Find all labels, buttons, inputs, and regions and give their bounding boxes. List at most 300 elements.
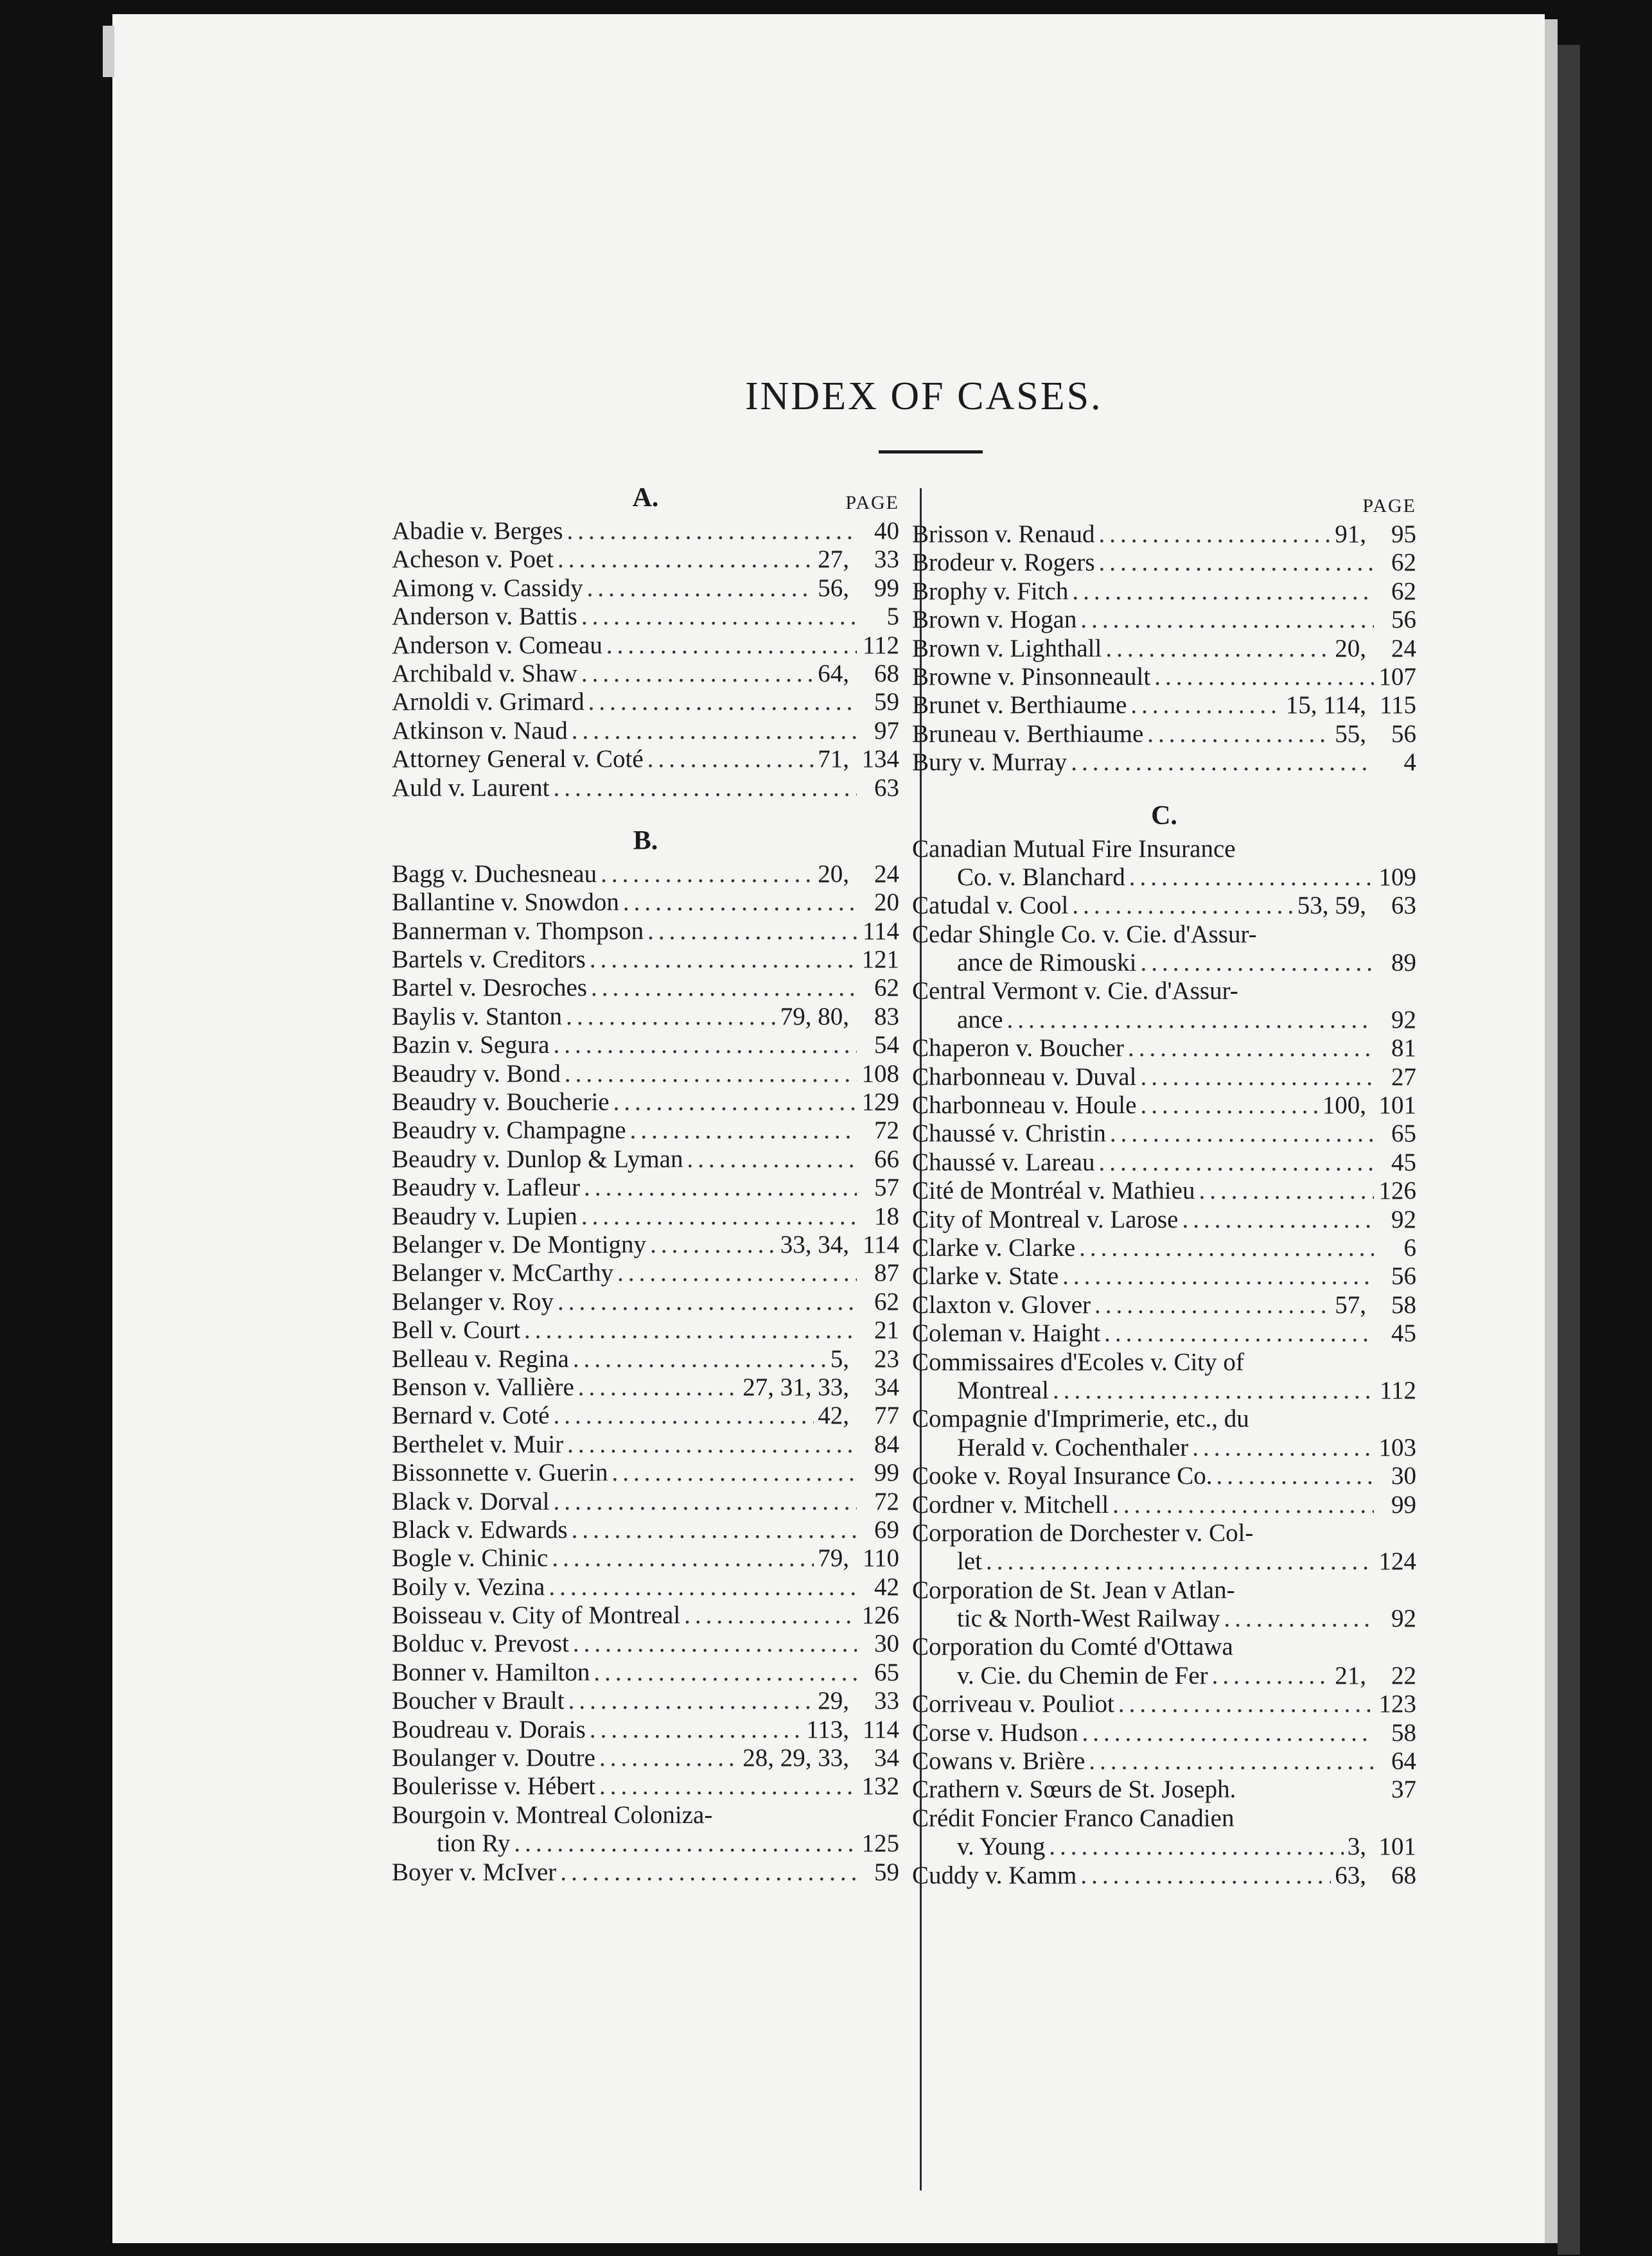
page-number: 27	[1391, 1062, 1416, 1091]
case-name: Boucher v Brault	[392, 1687, 565, 1715]
page-number: 56	[1391, 1262, 1416, 1291]
page-number: 34	[874, 1744, 899, 1772]
page-number: 59	[874, 1858, 899, 1886]
index-entry	[912, 520, 1416, 549]
leader-dots	[567, 1431, 857, 1459]
case-name: Brisson v. Renaud	[912, 520, 1095, 548]
leader-dots	[1182, 1206, 1374, 1234]
case-name: Baylis v. Stanton	[392, 1002, 563, 1030]
page-number: 114	[862, 917, 899, 945]
page-number: 108	[861, 1059, 899, 1088]
page-number: 65	[874, 1658, 899, 1686]
case-name: City of Montreal v. Larose	[912, 1205, 1179, 1233]
leader-dots	[623, 888, 857, 917]
case-name: Bagg v. Duchesneau	[392, 859, 597, 888]
case-name: Herald v. Cochenthaler	[957, 1433, 1189, 1461]
section-letter-text: B.	[633, 825, 658, 856]
page-number: 114	[862, 1230, 899, 1258]
case-name: Clarke v. State	[912, 1262, 1059, 1291]
index-entry	[392, 517, 899, 545]
leader-dots	[1224, 1605, 1374, 1633]
leader-dots	[572, 717, 857, 745]
index-entry	[392, 1772, 899, 1801]
leader-dots	[566, 1003, 777, 1031]
leader-dots	[647, 745, 814, 773]
section-letter-text: A.	[632, 483, 659, 513]
leader-dots	[1140, 1063, 1374, 1091]
leader-dots	[601, 860, 814, 888]
leader-dots	[560, 1858, 857, 1887]
index-entry	[392, 1858, 899, 1887]
case-name: Black v. Edwards	[392, 1515, 568, 1544]
additional-pages: 79, 80,	[780, 1002, 849, 1030]
page-number: 59	[874, 688, 899, 716]
page-column-label: PAGE	[1362, 495, 1416, 516]
case-name: Archibald v. Shaw	[392, 659, 577, 687]
additional-pages: 100,	[1322, 1091, 1366, 1120]
leader-dots	[684, 1601, 857, 1630]
case-name: Cooke v. Royal Insurance Co.	[912, 1462, 1213, 1490]
case-name: Bernard v. Coté	[392, 1402, 550, 1430]
case-name: Corporation du Comté d'Ottawa	[912, 1633, 1233, 1661]
index-entry	[392, 717, 899, 745]
page-number: 62	[874, 974, 899, 1002]
page-number: 99	[1391, 1490, 1416, 1519]
case-name: Cordner v. Mitchell	[912, 1490, 1109, 1519]
index-entry	[392, 860, 899, 888]
case-name: Bogle v. Chinic	[392, 1544, 549, 1573]
additional-pages: 33, 34,	[780, 1230, 849, 1258]
page-number: 95	[1391, 520, 1416, 548]
leader-dots	[567, 517, 857, 545]
page-number: 69	[874, 1515, 899, 1544]
page-number: 97	[874, 716, 899, 745]
page-number: 57	[874, 1174, 899, 1202]
leader-dots	[573, 1630, 857, 1658]
index-entry	[912, 1262, 1416, 1291]
index-entry	[392, 1601, 899, 1630]
page-number: 54	[874, 1031, 899, 1059]
section-letter	[912, 797, 1416, 835]
index-entry	[912, 1690, 1416, 1718]
leader-dots	[558, 545, 814, 574]
additional-pages: 27,	[818, 545, 849, 574]
index-entry	[912, 1862, 1416, 1890]
case-name: Beaudry v. Dunlop & Lyman	[392, 1145, 683, 1173]
index-entry	[912, 1747, 1416, 1776]
page-number: 92	[1391, 1205, 1416, 1233]
page-number: 20	[874, 888, 899, 917]
case-name: Montreal	[957, 1376, 1049, 1404]
additional-pages: 3,	[1347, 1833, 1366, 1861]
leader-dots	[1212, 1662, 1331, 1690]
index-entry	[392, 1259, 899, 1287]
page-number: 132	[861, 1772, 899, 1801]
leader-dots	[617, 1259, 857, 1287]
page-number: 123	[1378, 1690, 1416, 1718]
index-entry	[392, 974, 899, 1002]
leader-dots	[581, 1203, 857, 1231]
case-name: Crathern v. Sœurs de St. Joseph.	[912, 1776, 1236, 1804]
leader-dots	[1140, 1091, 1318, 1120]
leader-dots	[553, 774, 857, 802]
leader-dots	[630, 1116, 857, 1145]
leader-dots	[590, 946, 857, 974]
case-name: Auld v. Laurent	[392, 773, 550, 802]
case-name: Bell v. Court	[392, 1316, 521, 1344]
case-name: Bissonnette v. Guerin	[392, 1459, 608, 1487]
index-entry	[392, 1744, 899, 1772]
leader-dots	[1049, 1833, 1343, 1861]
case-name: ance de Rimouski	[957, 949, 1137, 977]
page-number: 83	[874, 1002, 899, 1030]
index-entry	[912, 748, 1416, 777]
additional-pages: 28, 29, 33,	[743, 1744, 849, 1772]
additional-pages: 79,	[818, 1544, 849, 1573]
page-number: 68	[1391, 1861, 1416, 1889]
leader-dots	[1062, 1262, 1374, 1291]
case-name: Brunet v. Berthiaume	[912, 691, 1127, 719]
page-number: 6	[1403, 1233, 1416, 1262]
index-entry	[912, 1576, 1416, 1605]
page-number: 63	[874, 773, 899, 802]
additional-pages: 63,	[1335, 1861, 1366, 1889]
leader-dots	[591, 974, 857, 1002]
leader-dots	[1105, 635, 1331, 663]
page-number: 45	[1391, 1148, 1416, 1176]
index-entry	[912, 1063, 1416, 1091]
case-name: Co. v. Blanchard	[957, 863, 1125, 891]
leader-dots	[1140, 949, 1374, 977]
leader-dots	[1080, 606, 1374, 634]
page-number: 115	[1379, 691, 1416, 719]
case-name: Ballantine v. Snowdon	[392, 888, 619, 917]
case-name: Anderson v. Comeau	[392, 631, 602, 659]
index-entry	[912, 1491, 1416, 1519]
index-entry	[392, 631, 899, 660]
index-entry	[392, 1288, 899, 1316]
index-entry	[392, 1373, 899, 1402]
index-entry	[912, 1319, 1416, 1348]
index-entry	[912, 577, 1416, 606]
page-number: 62	[874, 1287, 899, 1316]
index-entry	[912, 1833, 1416, 1861]
index-entry	[392, 1829, 899, 1858]
case-name: Anderson v. Battis	[392, 603, 577, 631]
index-entry	[912, 1605, 1416, 1633]
leader-dots	[1099, 549, 1374, 577]
leader-dots	[613, 1088, 857, 1116]
index-entry	[912, 1804, 1416, 1833]
case-name: Bannerman v. Thompson	[392, 917, 644, 945]
page-number: 77	[874, 1402, 899, 1430]
leader-dots	[1110, 1120, 1374, 1148]
page-number: 81	[1391, 1034, 1416, 1062]
index-entry	[392, 1316, 899, 1344]
index-entry	[392, 1116, 899, 1145]
leader-dots	[599, 1744, 739, 1772]
additional-pages: 71,	[818, 745, 849, 773]
page-number: 64	[1391, 1747, 1416, 1776]
index-entry	[392, 660, 899, 688]
title-rule	[879, 450, 983, 454]
case-name: Corporation de Dorchester v. Col-	[912, 1519, 1254, 1547]
case-name: Arnoldi v. Grimard	[392, 688, 584, 716]
page-number: 33	[874, 1687, 899, 1715]
case-name: Acheson v. Poet	[392, 545, 554, 574]
case-name: ance	[957, 1005, 1003, 1034]
index-entry	[392, 1088, 899, 1116]
leader-dots	[581, 660, 814, 688]
additional-pages: 27, 31, 33,	[743, 1373, 849, 1401]
index-entry	[392, 946, 899, 974]
page-number: 121	[861, 946, 899, 974]
case-name: Belanger v. De Montigny	[392, 1230, 647, 1258]
leader-dots	[1082, 1719, 1374, 1747]
leader-dots	[553, 1031, 857, 1059]
index-entry	[912, 1091, 1416, 1120]
case-name: Bartel v. Desroches	[392, 974, 587, 1002]
case-name: Charbonneau v. Houle	[912, 1091, 1137, 1120]
case-name: Berthelet v. Muir	[392, 1430, 564, 1458]
additional-pages: 20,	[818, 859, 849, 888]
right-column	[912, 495, 1416, 1890]
case-name: Beaudry v. Champagne	[392, 1116, 626, 1145]
leader-dots	[572, 1516, 857, 1544]
page-column-label: PAGE	[845, 492, 899, 513]
additional-pages: 42,	[818, 1402, 849, 1430]
page-number: 124	[1378, 1547, 1416, 1576]
leader-dots	[1099, 520, 1331, 549]
index-entry	[392, 1231, 899, 1259]
index-entry	[392, 1544, 899, 1573]
index-entry	[392, 1659, 899, 1687]
index-entry	[392, 545, 899, 574]
page-spine-edge	[1545, 19, 1558, 2243]
leader-dots	[1098, 1149, 1374, 1177]
index-entry	[912, 921, 1416, 949]
index-entry	[912, 1405, 1416, 1433]
page-number: 34	[874, 1373, 899, 1401]
leader-dots	[606, 631, 857, 660]
additional-pages: 57,	[1335, 1291, 1366, 1319]
page-number: 134	[861, 745, 899, 773]
leader-dots	[1199, 1177, 1374, 1205]
section-letter-text: C.	[1151, 800, 1177, 831]
leader-dots	[650, 1231, 777, 1259]
leader-dots	[612, 1459, 857, 1487]
case-name: Aimong v. Cassidy	[392, 574, 583, 602]
page-number: 65	[1391, 1120, 1416, 1148]
page-number: 58	[1391, 1291, 1416, 1319]
leader-dots	[986, 1547, 1374, 1576]
case-name: Attorney General v. Coté	[392, 745, 644, 773]
leader-dots	[581, 603, 857, 631]
case-name: Atkinson v. Naud	[392, 716, 568, 745]
page-number: 72	[874, 1116, 899, 1145]
page-number: 24	[1391, 634, 1416, 662]
page-number: 22	[1391, 1661, 1416, 1689]
case-name: Bazin v. Segura	[392, 1031, 550, 1059]
additional-pages: 113,	[806, 1715, 849, 1743]
index-entry	[392, 1630, 899, 1658]
index-entry	[392, 1003, 899, 1031]
leader-dots	[1089, 1747, 1374, 1776]
case-name: Brodeur v. Rogers	[912, 549, 1095, 577]
index-entry	[392, 1801, 899, 1829]
leader-dots	[514, 1829, 857, 1858]
case-name: Chaperon v. Boucher	[912, 1034, 1124, 1062]
additional-pages: 21,	[1335, 1661, 1366, 1689]
index-entry	[912, 1034, 1416, 1062]
section-letter	[392, 822, 899, 860]
leader-dots	[558, 1288, 857, 1316]
leader-dots	[1112, 1491, 1374, 1519]
case-name: Brown v. Hogan	[912, 606, 1077, 634]
index-entry	[392, 574, 899, 603]
leader-dots	[1128, 1034, 1374, 1062]
case-name: Boulerisse v. Hébert	[392, 1772, 595, 1801]
page-number: 66	[874, 1145, 899, 1173]
case-name: Crédit Foncier Franco Canadien	[912, 1804, 1235, 1832]
index-entry	[912, 1462, 1416, 1490]
case-name: tion Ry	[437, 1829, 511, 1858]
case-name: Black v. Dorval	[392, 1487, 550, 1515]
case-name: Corriveau v. Pouliot	[912, 1690, 1114, 1718]
page-number: 126	[861, 1601, 899, 1630]
index-entry	[912, 863, 1416, 892]
index-entry	[912, 1348, 1416, 1377]
page-number: 40	[874, 517, 899, 545]
index-entry	[912, 720, 1416, 748]
case-name: Clarke v. Clarke	[912, 1233, 1076, 1262]
index-entry	[912, 977, 1416, 1005]
case-name: Cuddy v. Kamm	[912, 1861, 1077, 1889]
case-name: Boyer v. McIver	[392, 1858, 557, 1886]
page-number: 56	[1391, 719, 1416, 748]
index-entry	[912, 1547, 1416, 1576]
leader-dots	[1118, 1690, 1374, 1718]
case-name: Benson v. Vallière	[392, 1373, 574, 1401]
case-name: Belleau v. Regina	[392, 1344, 569, 1373]
case-name: Brophy v. Fitch	[912, 577, 1069, 605]
index-entry	[392, 1345, 899, 1373]
case-name: Corporation de St. Jean v Atlan-	[912, 1576, 1235, 1604]
page-number: 62	[1391, 549, 1416, 577]
index-entry	[392, 1402, 899, 1430]
leader-dots	[553, 1488, 857, 1516]
index-entry	[912, 1120, 1416, 1148]
additional-pages: 91,	[1335, 520, 1366, 548]
case-name: Beaudry v. Lafleur	[392, 1174, 581, 1202]
index-entry	[912, 1434, 1416, 1462]
page-number: 109	[1378, 863, 1416, 891]
leader-dots	[1053, 1377, 1374, 1405]
case-name: Bourgoin v. Montreal Coloniza-	[392, 1801, 713, 1829]
leader-dots	[587, 574, 814, 603]
index-entry	[912, 1633, 1416, 1661]
leader-dots	[588, 688, 857, 716]
case-name: Chaussé v. Christin	[912, 1120, 1106, 1148]
case-name: Chaussé v. Lareau	[912, 1148, 1095, 1176]
page-number: 101	[1378, 1091, 1416, 1120]
index-entry	[912, 1177, 1416, 1205]
case-name: Boisseau v. City of Montreal	[392, 1601, 681, 1630]
page-label-row	[912, 495, 1416, 520]
index-entry	[912, 1206, 1416, 1234]
index-entry	[912, 1719, 1416, 1747]
index-entry	[392, 1203, 899, 1231]
page-number: 126	[1378, 1177, 1416, 1205]
case-name: let	[957, 1547, 982, 1576]
case-name: Commissaires d'Ecoles v. City of	[912, 1348, 1244, 1376]
page-number: 99	[874, 1459, 899, 1487]
page-number: 72	[874, 1487, 899, 1515]
page-number: 110	[862, 1544, 899, 1573]
leader-dots	[565, 1060, 857, 1088]
additional-pages: 29,	[818, 1687, 849, 1715]
leader-dots	[1072, 892, 1293, 920]
page-number: 125	[861, 1829, 899, 1858]
page-number: 114	[862, 1715, 899, 1743]
page-number: 21	[874, 1316, 899, 1344]
leader-dots	[1079, 1234, 1374, 1262]
case-name: Bonner v. Hamilton	[392, 1658, 590, 1686]
binding-mark	[103, 26, 114, 77]
leader-dots	[524, 1316, 857, 1344]
leader-dots	[584, 1174, 857, 1202]
leader-dots	[647, 917, 857, 946]
case-name: tic & North-West Railway	[957, 1605, 1220, 1633]
case-name: Bury v. Murray	[912, 748, 1068, 777]
leader-dots	[1006, 1006, 1374, 1034]
page-number: 30	[874, 1630, 899, 1658]
leader-dots	[1071, 748, 1374, 777]
page-number: 129	[861, 1088, 899, 1116]
page-number: 84	[874, 1430, 899, 1458]
index-entry	[912, 1662, 1416, 1690]
page-number: 58	[1391, 1718, 1416, 1747]
case-name: Brown v. Lighthall	[912, 634, 1102, 662]
leader-dots	[1080, 1862, 1331, 1890]
case-name: Canadian Mutual Fire Insurance	[912, 834, 1236, 863]
case-name: Cité de Montréal v. Mathieu	[912, 1177, 1195, 1205]
page-number: 107	[1378, 662, 1416, 691]
case-name: Boudreau v. Dorais	[392, 1715, 586, 1743]
index-entry	[392, 1459, 899, 1487]
book-edge	[1558, 45, 1580, 2255]
leader-dots	[1094, 1291, 1331, 1319]
case-name: v. Young	[957, 1833, 1046, 1861]
case-name: Bruneau v. Berthiaume	[912, 719, 1144, 748]
leader-dots	[1217, 1462, 1374, 1490]
index-entry	[392, 1431, 899, 1459]
section-letter	[392, 479, 899, 517]
index-entry	[392, 774, 899, 802]
index-entry	[912, 1519, 1416, 1547]
case-name: Browne v. Pinsonneault	[912, 662, 1151, 691]
case-name: Beaudry v. Lupien	[392, 1202, 577, 1230]
case-name: Compagnie d'Imprimerie, etc., du	[912, 1405, 1249, 1433]
leader-dots	[1129, 863, 1374, 892]
case-name: Cedar Shingle Co. v. Cie. d'Assur-	[912, 920, 1257, 948]
leader-dots	[1130, 691, 1281, 719]
leader-dots	[578, 1373, 739, 1402]
page-number: 62	[1391, 577, 1416, 605]
index-entry	[912, 606, 1416, 634]
case-name: Belanger v. Roy	[392, 1287, 554, 1316]
leader-dots	[573, 1345, 827, 1373]
